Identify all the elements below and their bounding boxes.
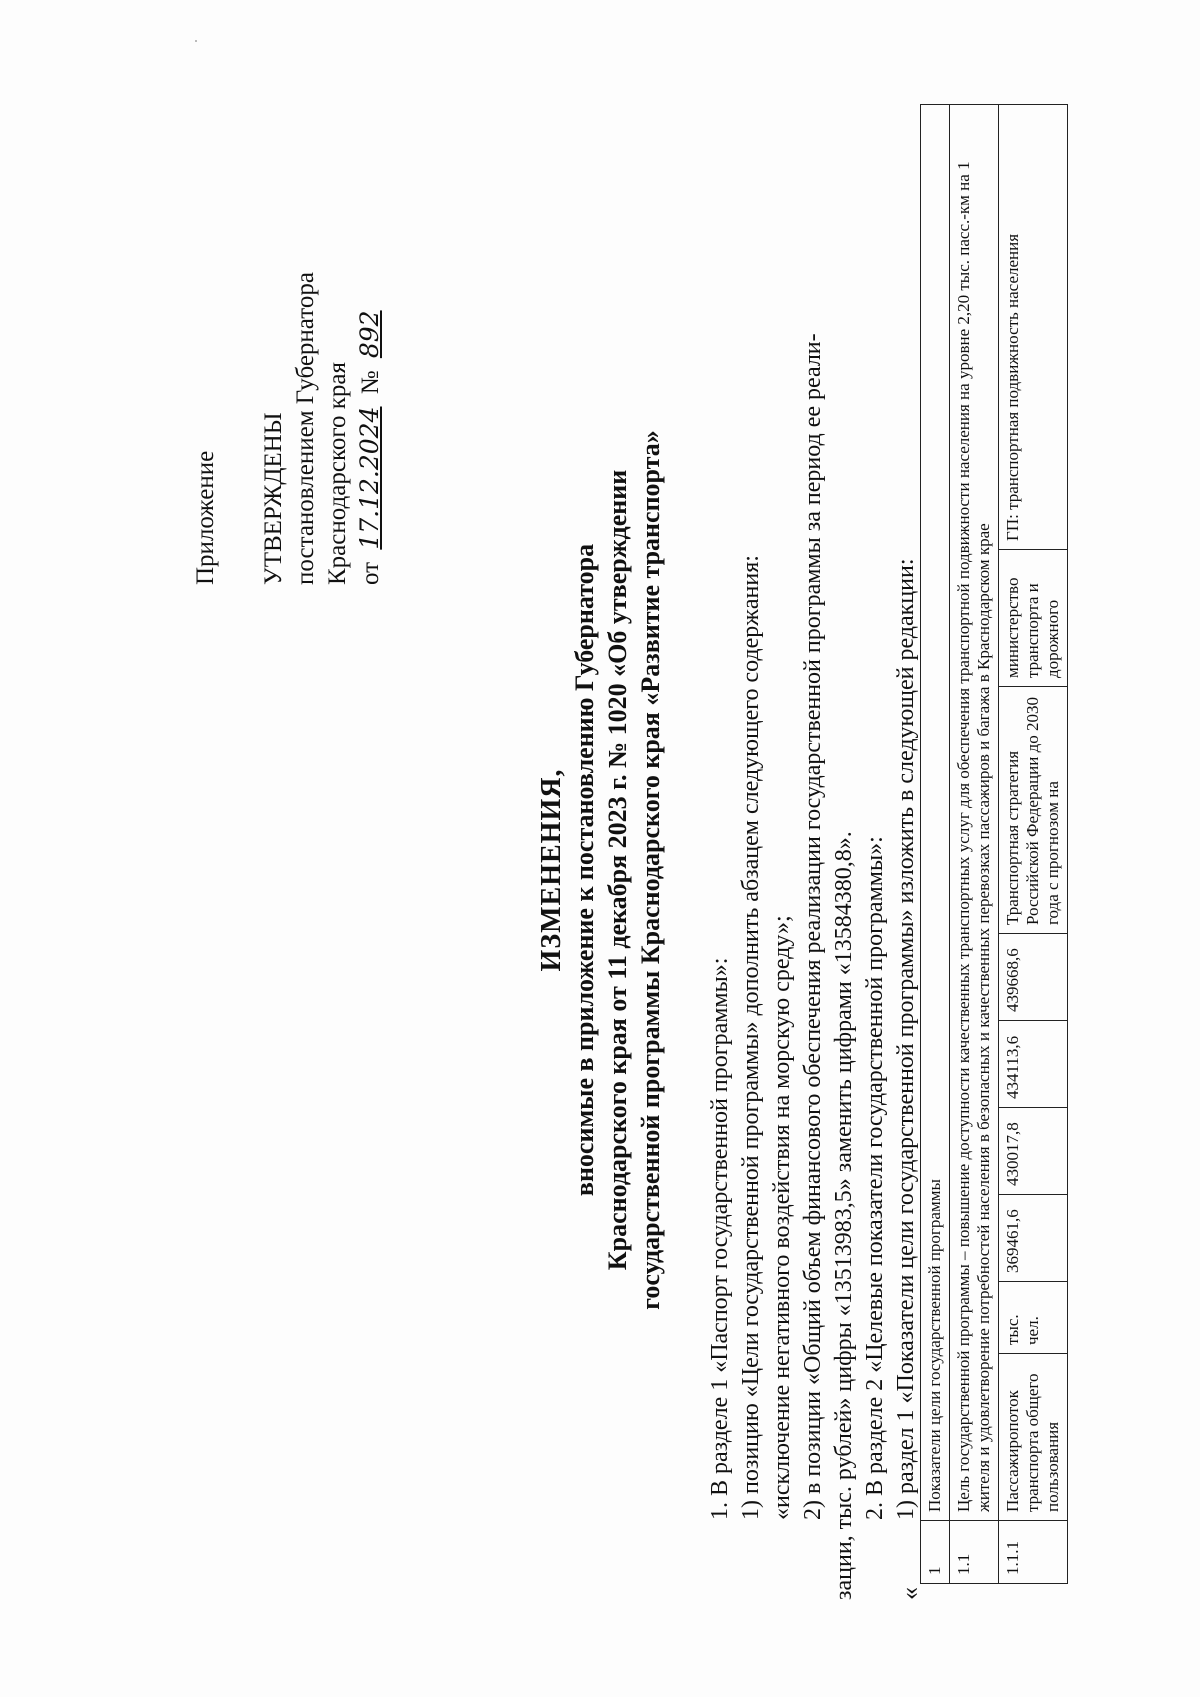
- table-cell-num: 1.1.1: [999, 1521, 1068, 1584]
- body-paragraph-6: 2. В разделе 2 «Целевые показатели государственной программы»:: [862, 836, 888, 1520]
- table-cell-text: Показатели цели государственной программы: [921, 105, 950, 1521]
- scan-speck: [195, 40, 197, 42]
- approval-block: [190, 272, 387, 585]
- table-cell-num: 1: [921, 1521, 950, 1584]
- opening-quote: «: [895, 1587, 924, 1600]
- body-paragraph-7: 1) раздел 1 «Показатели цели государственной программы» изложить в следующей редакции:: [893, 558, 919, 1520]
- table-row: [921, 105, 950, 1584]
- number-prefix: №: [357, 370, 384, 395]
- approval-line-2: Краснодарского края: [324, 362, 351, 585]
- table-cell-name: Пассажиропоток транспорта общего пользования: [999, 1354, 1068, 1521]
- handwritten-date: 17.12.2024: [355, 406, 384, 550]
- body-paragraph-4: 2) в позиции «Общий объем финансового обеспечения реализации государственной программы за период ее реали-: [800, 333, 826, 1520]
- table-cell-num: 1.1: [950, 1521, 999, 1584]
- title-line-3: государственной программы Краснодарского края «Развитие транспорта»: [636, 430, 665, 1310]
- approval-line-1: постановлением Губернатора: [292, 272, 319, 585]
- from-prefix: от: [357, 561, 384, 585]
- table-cell-link: ГП: транспортная подвижность населения: [999, 105, 1068, 550]
- appendix-label: Приложение: [192, 450, 219, 585]
- indicators-table: [920, 104, 1068, 1584]
- approved-label: УТВЕРЖДЕНЫ: [260, 412, 287, 585]
- title-line-2: Краснодарского края от 11 декабря 2023 г. № 1020 «Об утверждении: [603, 469, 632, 1271]
- table-cell-value: 439668,6: [999, 934, 1068, 1021]
- body-paragraph-2: 1) позицию «Цели государственной программы» дополнить абзацем следующего содержания:: [738, 555, 764, 1520]
- body-paragraph-1: 1. В разделе 1 «Паспорт государственной программы»:: [707, 957, 733, 1520]
- table-row: [999, 105, 1068, 1584]
- title-heading: ИЗМЕНЕНИЯ,: [536, 768, 567, 972]
- body-paragraph-3: «исключение негативного воздействия на морскую среду»;: [769, 915, 795, 1520]
- document-body: [705, 100, 922, 1600]
- table-cell-value: 430017,8: [999, 1108, 1068, 1195]
- body-paragraph-5: зации, тыс. рублей» цифры «13513983,5» заменить цифрами «13584380,8».: [831, 831, 857, 1600]
- table-cell-text: Цель государственной программы – повышение доступности качественных транспортных услуг для обеспечения транспортной подвижности населения на уровне 2,20 тыс. пасс.-км на 1 жителя и удовлетворение потребностей населения в безопасных и качественных перевозках пассажиров и багажа в Краснодарском крае: [950, 105, 999, 1521]
- table-cell-value: 434113,6: [999, 1021, 1068, 1108]
- title-line-1: вносимые в приложение к постановлению Губернатора: [570, 543, 599, 1197]
- table-cell-document: Транспортная стратегия Российской Федерации до 2030 года с прогнозом на: [999, 687, 1068, 934]
- table-cell-unit: тыс. чел.: [999, 1282, 1068, 1354]
- document-title: [535, 320, 667, 1420]
- rotated-content: [120, 100, 1180, 1640]
- approval-date-line: [354, 272, 387, 585]
- handwritten-number: 892: [355, 310, 384, 359]
- table-row: [950, 105, 999, 1584]
- table-cell-owner: министерство транспорта и дорожного: [999, 550, 1068, 687]
- table-cell-value: 369461,6: [999, 1195, 1068, 1282]
